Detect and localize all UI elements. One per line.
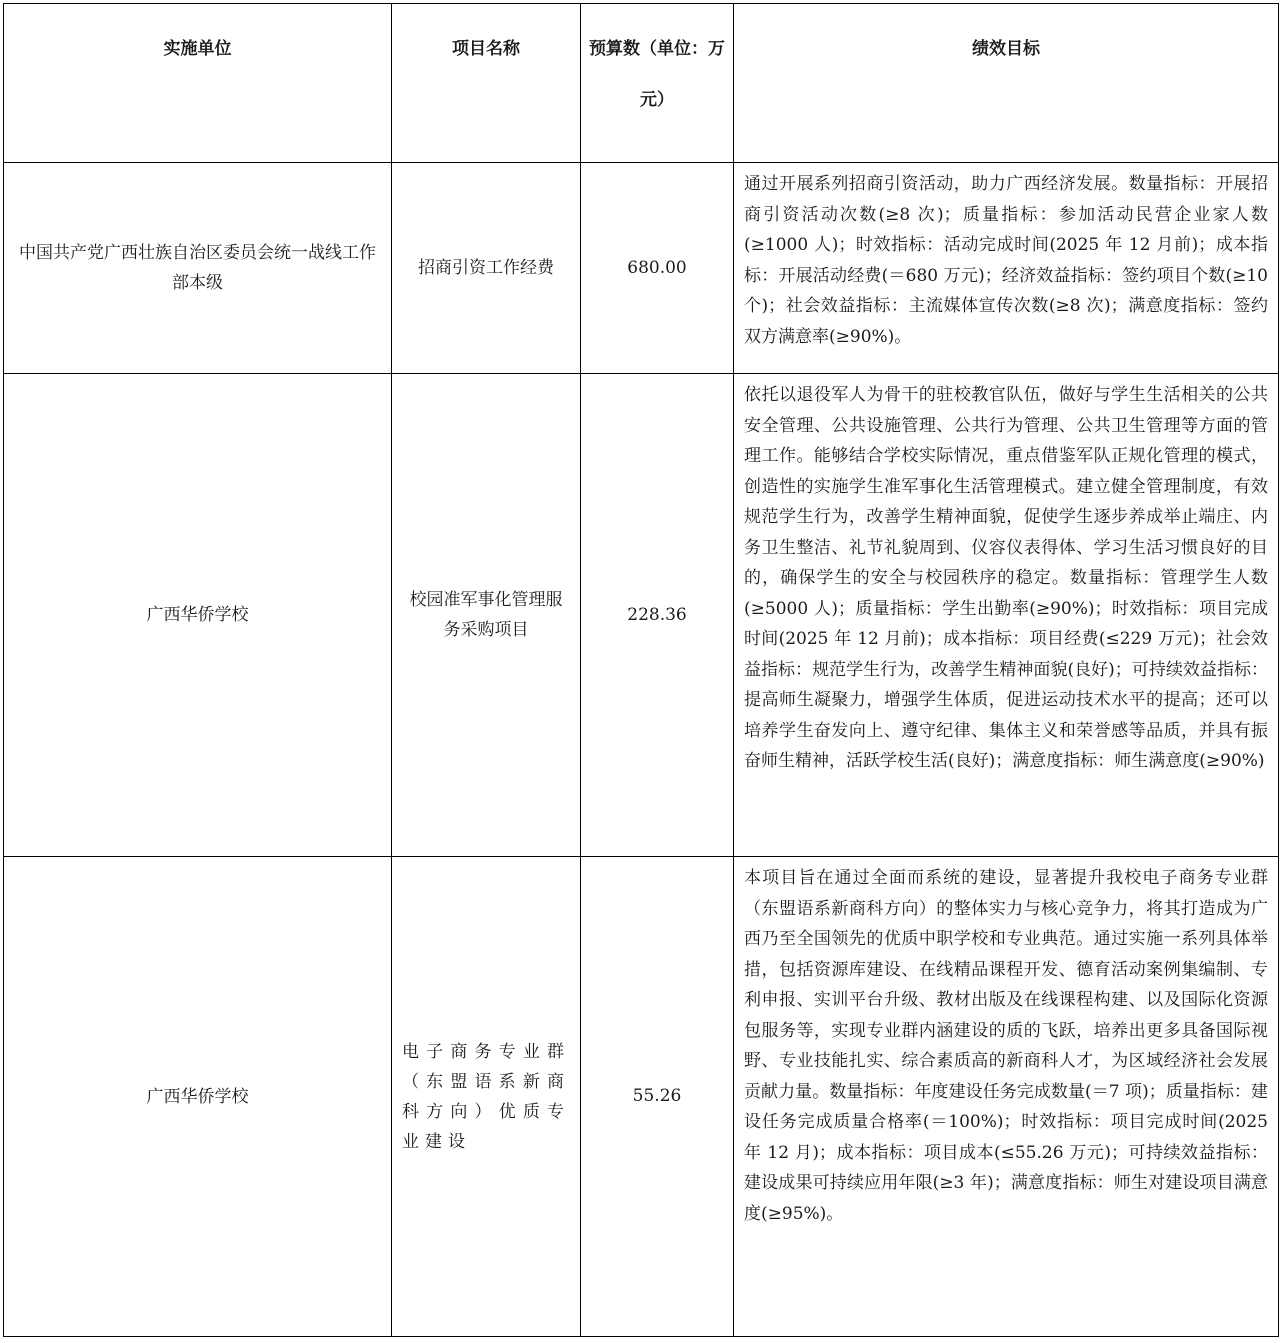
performance-table — [3, 3, 1279, 1337]
cell-goal: 本项目旨在通过全面而系统的建设，显著提升我校电子商务专业群（东盟语系新商科方向）的整体实力与核心竞争力，将其打造成为广西乃至全国领先的优质中职学校和专业典范。通过实施一系列具体举措，包括资源库建设、在线精品课程开发、德育活动案例集编制、专利申报、实训平台升级、教材出版及在线课程构建、以及国际化资源包服务等，实现专业群内涵建设的质的飞跃，培养出更多具备国际视野、专业技能扎实、综合素质高的新商科人才，为区域经济社会发展贡献力量。数量指标：年度建设任务完成数量(＝7 项)；质量指标：建设任务完成质量合格率(＝100%)；时效指标：项目完成时间(2025 年 12 月)；成本指标：项目成本(≤55.26 万元)；可持续效益指标：建设成果可持续应用年限(≥3 年)；满意度指标：师生对建设项目满意度(≥95%)。 — [734, 857, 1279, 1337]
cell-project: 招商引资工作经费 — [392, 163, 581, 374]
header-unit: 实施单位 — [4, 4, 392, 163]
table-row — [4, 163, 1279, 374]
table-row — [4, 374, 1279, 857]
header-goal: 绩效目标 — [734, 4, 1279, 163]
header-row — [4, 4, 1279, 163]
cell-project: 校园准军事化管理服务采购项目 — [392, 374, 581, 857]
cell-budget: 228.36 — [581, 374, 734, 857]
cell-unit: 广西华侨学校 — [4, 374, 392, 857]
cell-budget: 55.26 — [581, 857, 734, 1337]
table-row — [4, 857, 1279, 1337]
cell-goal: 依托以退役军人为骨干的驻校教官队伍，做好与学生生活相关的公共安全管理、公共设施管理、公共行为管理、公共卫生管理等方面的管理工作。能够结合学校实际情况，重点借鉴军队正规化管理的模式，创造性的实施学生准军事化生活管理模式。建立健全管理制度，有效规范学生行为，改善学生精神面貌，促使学生逐步养成举止端庄、内务卫生整洁、礼节礼貌周到、仪容仪表得体、学习生活习惯良好的目的，确保学生的安全与校园秩序的稳定。数量指标：管理学生人数(≥5000 人)；质量指标：学生出勤率(≥90%)；时效指标：项目完成时间(2025 年 12 月前)；成本指标：项目经费(≤229 万元)；社会效益指标：规范学生行为，改善学生精神面貌(良好)；可持续效益指标：提高师生凝聚力，增强学生体质，促进运动技术水平的提高；还可以培养学生奋发向上、遵守纪律、集体主义和荣誉感等品质，并具有振奋师生精神，活跃学校生活(良好)；满意度指标：师生满意度(≥90%) — [734, 374, 1279, 857]
header-project: 项目名称 — [392, 4, 581, 163]
header-budget: 预算数（单位：万元） — [581, 4, 734, 163]
cell-unit: 中国共产党广西壮族自治区委员会统一战线工作部本级 — [4, 163, 392, 374]
cell-goal: 通过开展系列招商引资活动，助力广西经济发展。数量指标：开展招商引资活动次数(≥8 次)；质量指标：参加活动民营企业家人数(≥1000 人)；时效指标：活动完成时间(2025 年 12 月前)；成本指标：开展活动经费(＝680 万元)；经济效益指标：签约项目个数(≥10 个)；社会效益指标：主流媒体宣传次数(≥8 次)；满意度指标：签约双方满意率(≥90%)。 — [734, 163, 1279, 374]
cell-budget: 680.00 — [581, 163, 734, 374]
cell-unit: 广西华侨学校 — [4, 857, 392, 1337]
cell-project: 电子商务专业群（东盟语系新商科方向）优质专业建设 — [392, 857, 581, 1337]
